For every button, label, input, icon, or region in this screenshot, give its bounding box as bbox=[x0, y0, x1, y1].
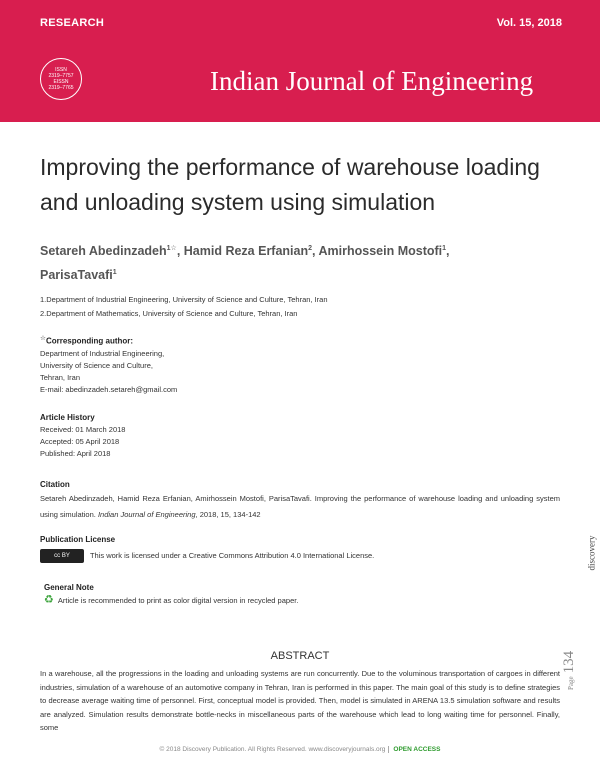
affiliation: 1.Department of Industrial Engineering, University of Science and Culture, Tehran, Iran bbox=[40, 295, 328, 304]
author-affiliation-mark: 1☆ bbox=[166, 245, 177, 252]
corresponding-author-block bbox=[40, 333, 177, 396]
page-number: 134 bbox=[561, 650, 577, 674]
author-name: ParisaTavafi bbox=[40, 268, 113, 283]
citation-heading: Citation bbox=[40, 480, 70, 489]
article-history-block bbox=[40, 412, 125, 460]
copyright-text: © 2018 Discovery Publication. All Rights Reserved. www.discoveryjournals.org bbox=[159, 746, 386, 753]
license-text: This work is licensed under a Creative Commons Attribution 4.0 International License. bbox=[89, 550, 375, 560]
author-name: Hamid Reza Erfanian bbox=[183, 244, 309, 259]
license-heading: Publication License bbox=[40, 535, 116, 544]
citation-heading-block bbox=[40, 479, 70, 491]
citation-text bbox=[40, 491, 560, 523]
issn-line: 2319–7765 bbox=[48, 85, 74, 91]
issn-line: EISSN bbox=[53, 79, 69, 85]
journal-banner bbox=[0, 0, 600, 122]
author-affiliation-mark: 1 bbox=[112, 269, 117, 277]
corresponding-line: Tehran, Iran bbox=[40, 372, 81, 382]
corresponding-mark: ☆ bbox=[40, 335, 46, 342]
abstract-heading: ABSTRACT bbox=[270, 650, 330, 662]
section-label: RESEARCH bbox=[40, 17, 105, 29]
citation-journal: Indian Journal of Engineering bbox=[97, 510, 196, 519]
accepted-date: Accepted: 05 April 2018 bbox=[40, 437, 120, 446]
corresponding-line: University of Science and Culture, bbox=[40, 360, 153, 370]
journal-title: Indian Journal of Engineering bbox=[210, 66, 534, 96]
author-name: Amirhossein Mostofi bbox=[318, 244, 443, 259]
page-footer bbox=[0, 746, 600, 753]
corresponding-line: Department of Industrial Engineering, bbox=[40, 348, 165, 358]
general-note-block bbox=[44, 582, 298, 607]
author-name: Setareh Abedinzadeh bbox=[40, 244, 167, 259]
received-date: Received: 01 March 2018 bbox=[40, 425, 126, 434]
license-block bbox=[40, 534, 374, 563]
author-affiliation-mark: 1 bbox=[442, 245, 447, 252]
author-affiliation-mark: 2 bbox=[308, 245, 313, 252]
issn-line: 2319–7757 bbox=[48, 73, 74, 79]
affiliation: 2.Department of Mathematics, University of Science and Culture, Tehran, Iran bbox=[40, 309, 298, 318]
page-number-block bbox=[560, 651, 578, 690]
general-note-text: Article is recommended to print as color digital version in recycled paper. bbox=[57, 596, 299, 605]
page-label: Page bbox=[567, 676, 575, 690]
discovery-logo: discovery bbox=[586, 535, 597, 571]
cc-by-icon[interactable]: cc BY bbox=[40, 549, 84, 563]
volume-label: Vol. 15, 2018 bbox=[496, 17, 562, 29]
published-date: Published: April 2018 bbox=[40, 449, 111, 458]
issn-seal bbox=[40, 58, 82, 100]
issn-line: ISSN bbox=[55, 67, 67, 73]
citation-volume: , 2018, 15, 134-142 bbox=[195, 510, 261, 519]
general-note-heading: General Note bbox=[44, 583, 94, 592]
author-list: Setareh Abedinzadeh$^{1☆}$, Hamid Reza Erfanian$^2$, Amirhossein Mostofi$^1$, ParisaTavafi$^1$ bbox=[40, 244, 450, 283]
corresponding-heading: Corresponding author: bbox=[45, 336, 134, 346]
recycle-icon: ♻ bbox=[44, 594, 54, 606]
article-history-heading: Article History bbox=[40, 413, 95, 422]
corresponding-email[interactable]: E-mail: abedinzadeh.setareh@gmail.com bbox=[40, 384, 178, 394]
open-access-badge: OPEN ACCESS bbox=[388, 746, 440, 753]
abstract-text: In a warehouse, all the progressions in the loading and unloading systems are run concurrently. Due to the voluminous transportation of cargoes in different industries, simulation of a warehouse of an automotive company in Tehran, Iran is performed in this paper. The main goal of this study is to define strategies to decrease average waiting time of personnel. First, conceptual model is provided. Then, model is simulated in ARENA 13.5 simulation software and results are analyzed. Simulation results demonstrate bottle-necks in miscellaneous parts of the warehouse which lead to long waiting time for personnel. Finally, some bbox=[40, 669, 560, 732]
paper-title: Improving the performance of warehouse loading and unloading system using simulation bbox=[40, 154, 540, 215]
citation-main: Setareh Abedinzadeh, Hamid Reza Erfanian, Amirhossein Mostofi, ParisaTavafi. Improving the performance of warehouse loading and unloading system using simulation. bbox=[40, 494, 560, 519]
